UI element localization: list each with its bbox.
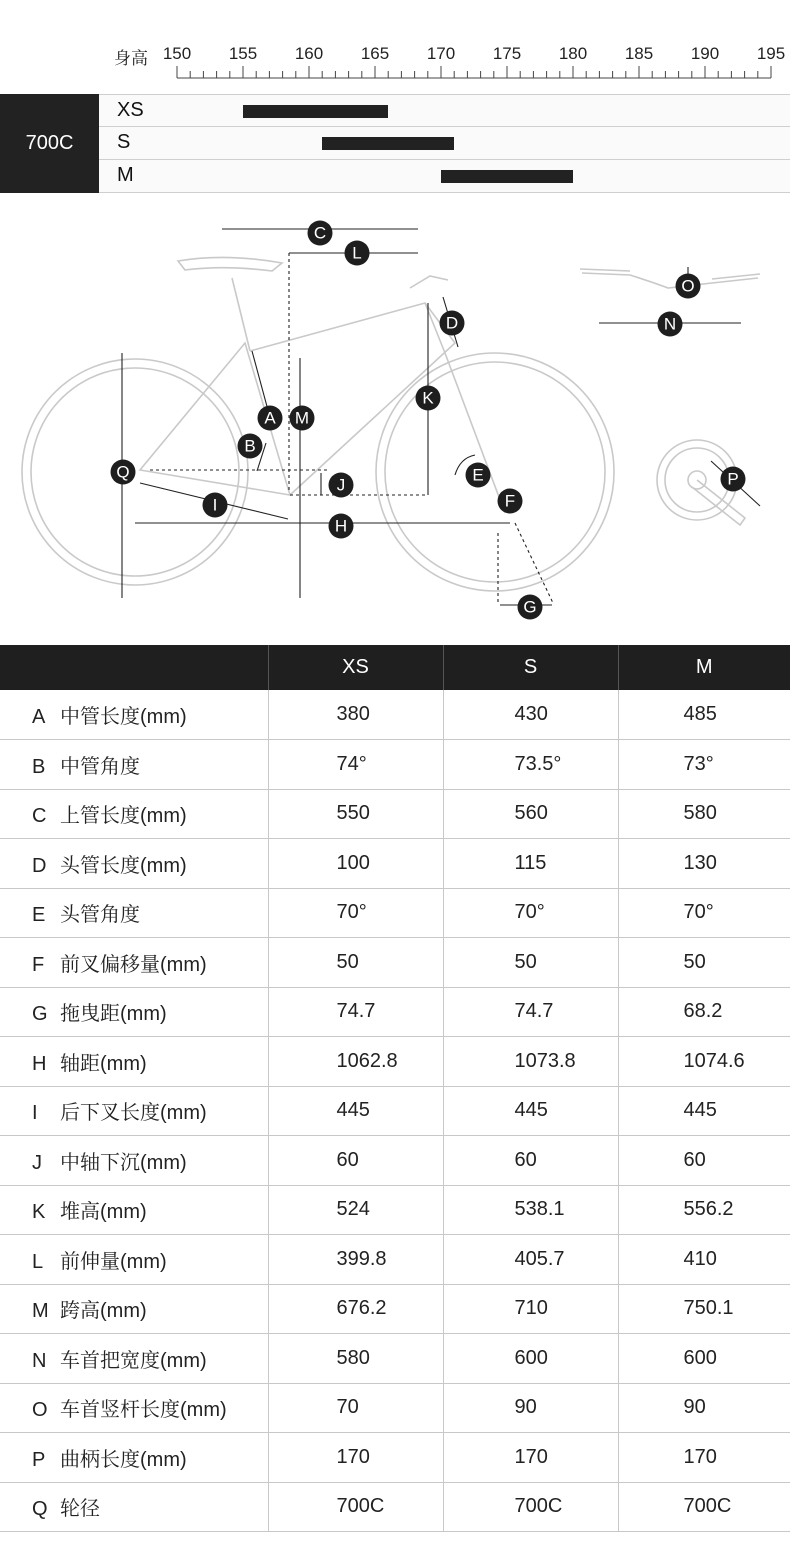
value-cell-xs: 70° [268, 888, 443, 938]
marker-o: O [676, 274, 701, 299]
size-chart [0, 94, 790, 193]
marker-i: I [203, 493, 228, 518]
header-parameter [0, 645, 268, 690]
ruler-tick-label: 165 [360, 44, 390, 63]
value-cell-m: 1074.6 [618, 1037, 790, 1087]
parameter-name: 头管角度 [60, 904, 140, 927]
size-label: XS [117, 99, 144, 121]
parameter-name: 中管长度(mm) [60, 706, 187, 728]
parameter-cell [0, 1086, 268, 1136]
value-cell-m: 750.1 [618, 1284, 790, 1334]
value-cell-m: 700C [618, 1482, 790, 1532]
value-cell-s: 560 [443, 789, 618, 839]
fork [425, 303, 505, 513]
marker-b: B [238, 434, 263, 459]
parameter-cell [0, 1383, 268, 1433]
parameter-letter: N [32, 1349, 47, 1372]
parameter-name: 中轴下沉(mm) [60, 1151, 187, 1174]
parameter-cell [0, 1482, 268, 1532]
value-cell-xs: 1062.8 [268, 1037, 443, 1087]
table-row [0, 888, 790, 938]
ruler-tick-label: 185 [624, 44, 654, 63]
value-cell-xs: 60 [268, 1136, 443, 1186]
value-cell-s: 90 [443, 1383, 618, 1433]
table-row [0, 1136, 790, 1186]
value-cell-s: 74.7 [443, 987, 618, 1037]
parameter-name: 轴距(mm) [60, 1052, 147, 1075]
parameter-cell [0, 888, 268, 938]
value-cell-s: 405.7 [443, 1235, 618, 1285]
parameter-cell [0, 1284, 268, 1334]
size-row-s [99, 127, 790, 160]
parameter-name: 车首竖杆长度(mm) [60, 1399, 227, 1422]
parameter-letter: O [32, 1399, 48, 1422]
parameter-name: 上管长度(mm) [60, 805, 187, 828]
parameter-letter: Q [32, 1498, 48, 1521]
value-cell-m: 90 [618, 1383, 790, 1433]
parameter-letter: E [32, 904, 46, 927]
value-cell-s: 70° [443, 888, 618, 938]
parameter-name: 头管长度(mm) [60, 854, 187, 877]
parameter-cell [0, 1433, 268, 1483]
value-cell-s: 538.1 [443, 1185, 618, 1235]
value-cell-m: 580 [618, 789, 790, 839]
parameter-letter: A [32, 706, 46, 728]
marker-k: K [416, 386, 441, 411]
value-cell-xs: 74.7 [268, 987, 443, 1037]
parameter-name: 后下叉长度(mm) [60, 1102, 207, 1125]
marker-n: N [658, 312, 683, 337]
size-range-bar [322, 137, 454, 150]
parameter-letter: M [32, 1300, 49, 1323]
parameter-letter: H [32, 1052, 47, 1075]
geometry-spec-table [0, 645, 790, 1532]
value-cell-s: 60 [443, 1136, 618, 1186]
value-cell-m: 60 [618, 1136, 790, 1186]
parameter-name: 车首把宽度(mm) [60, 1349, 207, 1372]
table-row [0, 1284, 790, 1334]
marker-m: M [290, 406, 315, 431]
parameter-cell [0, 839, 268, 889]
value-cell-s: 1073.8 [443, 1037, 618, 1087]
parameter-letter: C [32, 805, 47, 828]
value-cell-xs: 380 [268, 690, 443, 740]
value-cell-xs: 170 [268, 1433, 443, 1483]
size-row-m [99, 160, 790, 193]
marker-j: J [329, 473, 354, 498]
value-cell-m: 68.2 [618, 987, 790, 1037]
table-row [0, 690, 790, 740]
parameter-name: 轮径 [60, 1498, 100, 1521]
parameter-cell [0, 1037, 268, 1087]
parameter-name: 拖曳距(mm) [60, 1003, 167, 1026]
header-m: M [618, 645, 790, 690]
value-cell-xs: 100 [268, 839, 443, 889]
table-row [0, 1433, 790, 1483]
value-cell-m: 170 [618, 1433, 790, 1483]
parameter-cell [0, 938, 268, 988]
parameter-letter: G [32, 1003, 48, 1026]
marker-l: L [345, 241, 370, 266]
marker-g: G [518, 595, 543, 620]
marker-p: P [721, 467, 746, 492]
parameter-cell [0, 1334, 268, 1384]
value-cell-s: 115 [443, 839, 618, 889]
parameter-letter: D [32, 854, 47, 877]
ruler-tick-label: 150 [162, 44, 192, 63]
table-row [0, 987, 790, 1037]
table-row [0, 740, 790, 790]
parameter-name: 曲柄长度(mm) [60, 1448, 187, 1471]
ruler-tick-label: 195 [756, 44, 786, 63]
ruler-tick-label: 190 [690, 44, 720, 63]
parameter-cell [0, 690, 268, 740]
height-ruler [0, 0, 790, 94]
ruler-tick-label: 180 [558, 44, 588, 63]
parameter-cell [0, 789, 268, 839]
parameter-name: 前伸量(mm) [60, 1250, 167, 1273]
value-cell-m: 600 [618, 1334, 790, 1384]
parameter-cell [0, 987, 268, 1037]
geometry-diagram [0, 193, 790, 645]
value-cell-m: 485 [618, 690, 790, 740]
parameter-letter: F [32, 953, 45, 976]
value-cell-m: 445 [618, 1086, 790, 1136]
parameter-name: 中管角度 [60, 755, 140, 778]
table-row [0, 789, 790, 839]
value-cell-m: 70° [618, 888, 790, 938]
value-cell-s: 50 [443, 938, 618, 988]
ruler-scale [0, 0, 790, 94]
size-row-xs [99, 94, 790, 127]
value-cell-s: 73.5° [443, 740, 618, 790]
header-s: S [443, 645, 618, 690]
value-cell-xs: 580 [268, 1334, 443, 1384]
table-row [0, 1086, 790, 1136]
table-row [0, 1334, 790, 1384]
value-cell-s: 710 [443, 1284, 618, 1334]
parameter-cell [0, 740, 268, 790]
table-row [0, 1037, 790, 1087]
parameter-name: 堆高(mm) [60, 1201, 147, 1224]
handlebar-icon [582, 273, 758, 288]
parameter-letter: P [32, 1448, 46, 1471]
parameter-cell [0, 1136, 268, 1186]
spec-table-header [0, 645, 790, 690]
height-ruler-title: 身高 [114, 49, 148, 68]
value-cell-s: 170 [443, 1433, 618, 1483]
parameter-letter: K [32, 1201, 46, 1224]
front-wheel-icon [376, 353, 614, 591]
value-cell-xs: 399.8 [268, 1235, 443, 1285]
marker-f: F [498, 489, 523, 514]
size-range-bar [441, 170, 573, 183]
parameter-name: 前叉偏移量(mm) [60, 953, 207, 976]
value-cell-s: 430 [443, 690, 618, 740]
ruler-tick-label: 170 [426, 44, 456, 63]
value-cell-xs: 524 [268, 1185, 443, 1235]
parameter-letter: L [32, 1250, 44, 1273]
value-cell-xs: 50 [268, 938, 443, 988]
value-cell-s: 600 [443, 1334, 618, 1384]
parameter-letter: I [32, 1102, 38, 1125]
table-row [0, 1482, 790, 1532]
marker-a: A [258, 406, 283, 431]
value-cell-s: 445 [443, 1086, 618, 1136]
parameter-letter: B [32, 755, 46, 778]
table-row [0, 839, 790, 889]
value-cell-m: 50 [618, 938, 790, 988]
parameter-letter: J [32, 1151, 42, 1174]
size-label: M [117, 164, 134, 186]
saddle-icon [178, 257, 282, 271]
size-label: S [117, 131, 131, 153]
ruler-tick-label: 155 [228, 44, 258, 63]
table-row [0, 1383, 790, 1433]
value-cell-xs: 70 [268, 1383, 443, 1433]
value-cell-xs: 445 [268, 1086, 443, 1136]
value-cell-m: 73° [618, 740, 790, 790]
parameter-name: 跨高(mm) [60, 1300, 147, 1323]
value-cell-xs: 700C [268, 1482, 443, 1532]
marker-q: Q [111, 460, 136, 485]
value-cell-xs: 550 [268, 789, 443, 839]
bike-illustration [0, 193, 790, 645]
table-row [0, 938, 790, 988]
size-range-bar [243, 105, 388, 118]
value-cell-m: 556.2 [618, 1185, 790, 1235]
wheel-size-label: 700C [0, 94, 99, 193]
value-cell-s: 700C [443, 1482, 618, 1532]
value-cell-m: 130 [618, 839, 790, 889]
marker-c: C [308, 221, 333, 246]
value-cell-m: 410 [618, 1235, 790, 1285]
ruler-tick-label: 160 [294, 44, 324, 63]
marker-h: H [329, 514, 354, 539]
value-cell-xs: 676.2 [268, 1284, 443, 1334]
parameter-cell [0, 1235, 268, 1285]
header-xs: XS [268, 645, 443, 690]
table-row [0, 1185, 790, 1235]
table-row [0, 1235, 790, 1285]
ruler-tick-label: 175 [492, 44, 522, 63]
marker-d: D [440, 311, 465, 336]
parameter-cell [0, 1185, 268, 1235]
value-cell-xs: 74° [268, 740, 443, 790]
marker-e: E [466, 463, 491, 488]
